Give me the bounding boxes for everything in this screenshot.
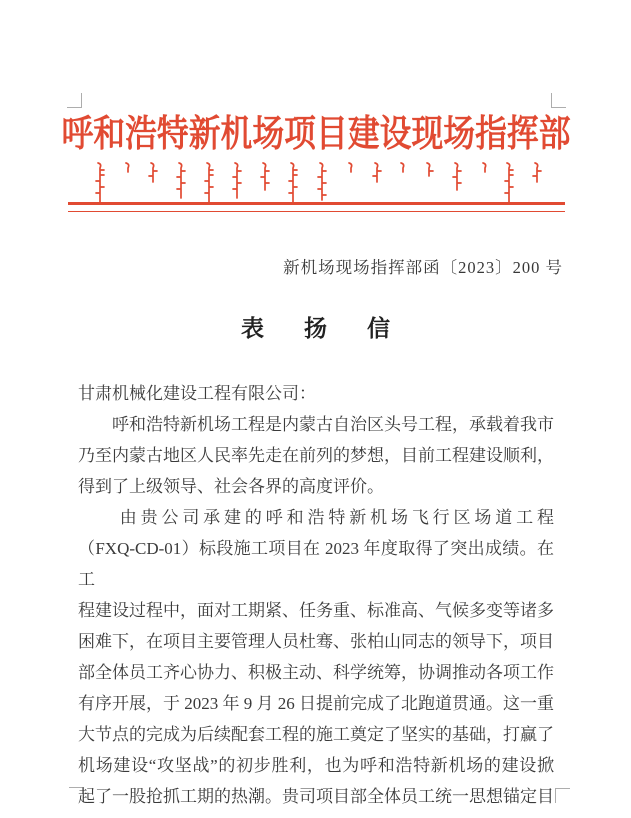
body-line: 起了一股抢抓工期的热潮。贵司项目部全体员工统一思想锚定目 xyxy=(78,787,554,806)
letter-title: 表 扬 信 xyxy=(240,316,406,342)
body-line: 困难下，在项目主要管理人员杜骞、张柏山同志的领导下，项目 xyxy=(78,632,554,651)
body-line: 大节点的完成为后续配套工程的施工奠定了坚实的基础，打赢了 xyxy=(78,725,554,744)
body-line: 部全体员工齐心协力、积极主动、科学统筹，协调推动各项工作 xyxy=(78,663,554,682)
body-line-salutation: 甘肃机械化建设工程有限公司： xyxy=(78,384,316,403)
letterhead-divider xyxy=(68,202,565,212)
document-number: 新机场现场指挥部函〔2023〕200 号 xyxy=(283,258,563,277)
letter-body xyxy=(78,378,554,812)
letterhead-title-text: 呼和浩特新机场项目建设现场指挥部 xyxy=(60,112,571,155)
letterhead-title xyxy=(0,112,631,156)
body-line: 呼和浩特新机场工程是内蒙古自治区头号工程，承载着我市 xyxy=(78,415,554,434)
body-line: 由贵公司承建的呼和浩特新机场飞行区场道工程 xyxy=(78,508,554,527)
body-line: （FXQ-CD-01）标段施工项目在 2023 年度取得了突出成绩。在工 xyxy=(78,539,554,589)
body-line: 乃至内蒙古地区人民率先走在前列的梦想，目前工程建设顺利， xyxy=(78,446,554,465)
body-line: 得到了上级领导、社会各界的高度评价。 xyxy=(78,477,384,496)
body-line: 程建设过程中，面对工期紧、任务重、标准高、气候多变等诸多 xyxy=(78,601,554,620)
crop-mark-top-left xyxy=(67,93,82,108)
body-line: 机场建设“攻坚战”的初步胜利，也为呼和浩特新机场的建设掀 xyxy=(78,756,554,775)
body-line: 有序开展，于 2023 年 9 月 26 日提前完成了北跑道贯通。这一重 xyxy=(78,694,554,713)
crop-mark-top-right xyxy=(551,93,566,108)
crop-mark-bottom-right xyxy=(555,788,570,803)
